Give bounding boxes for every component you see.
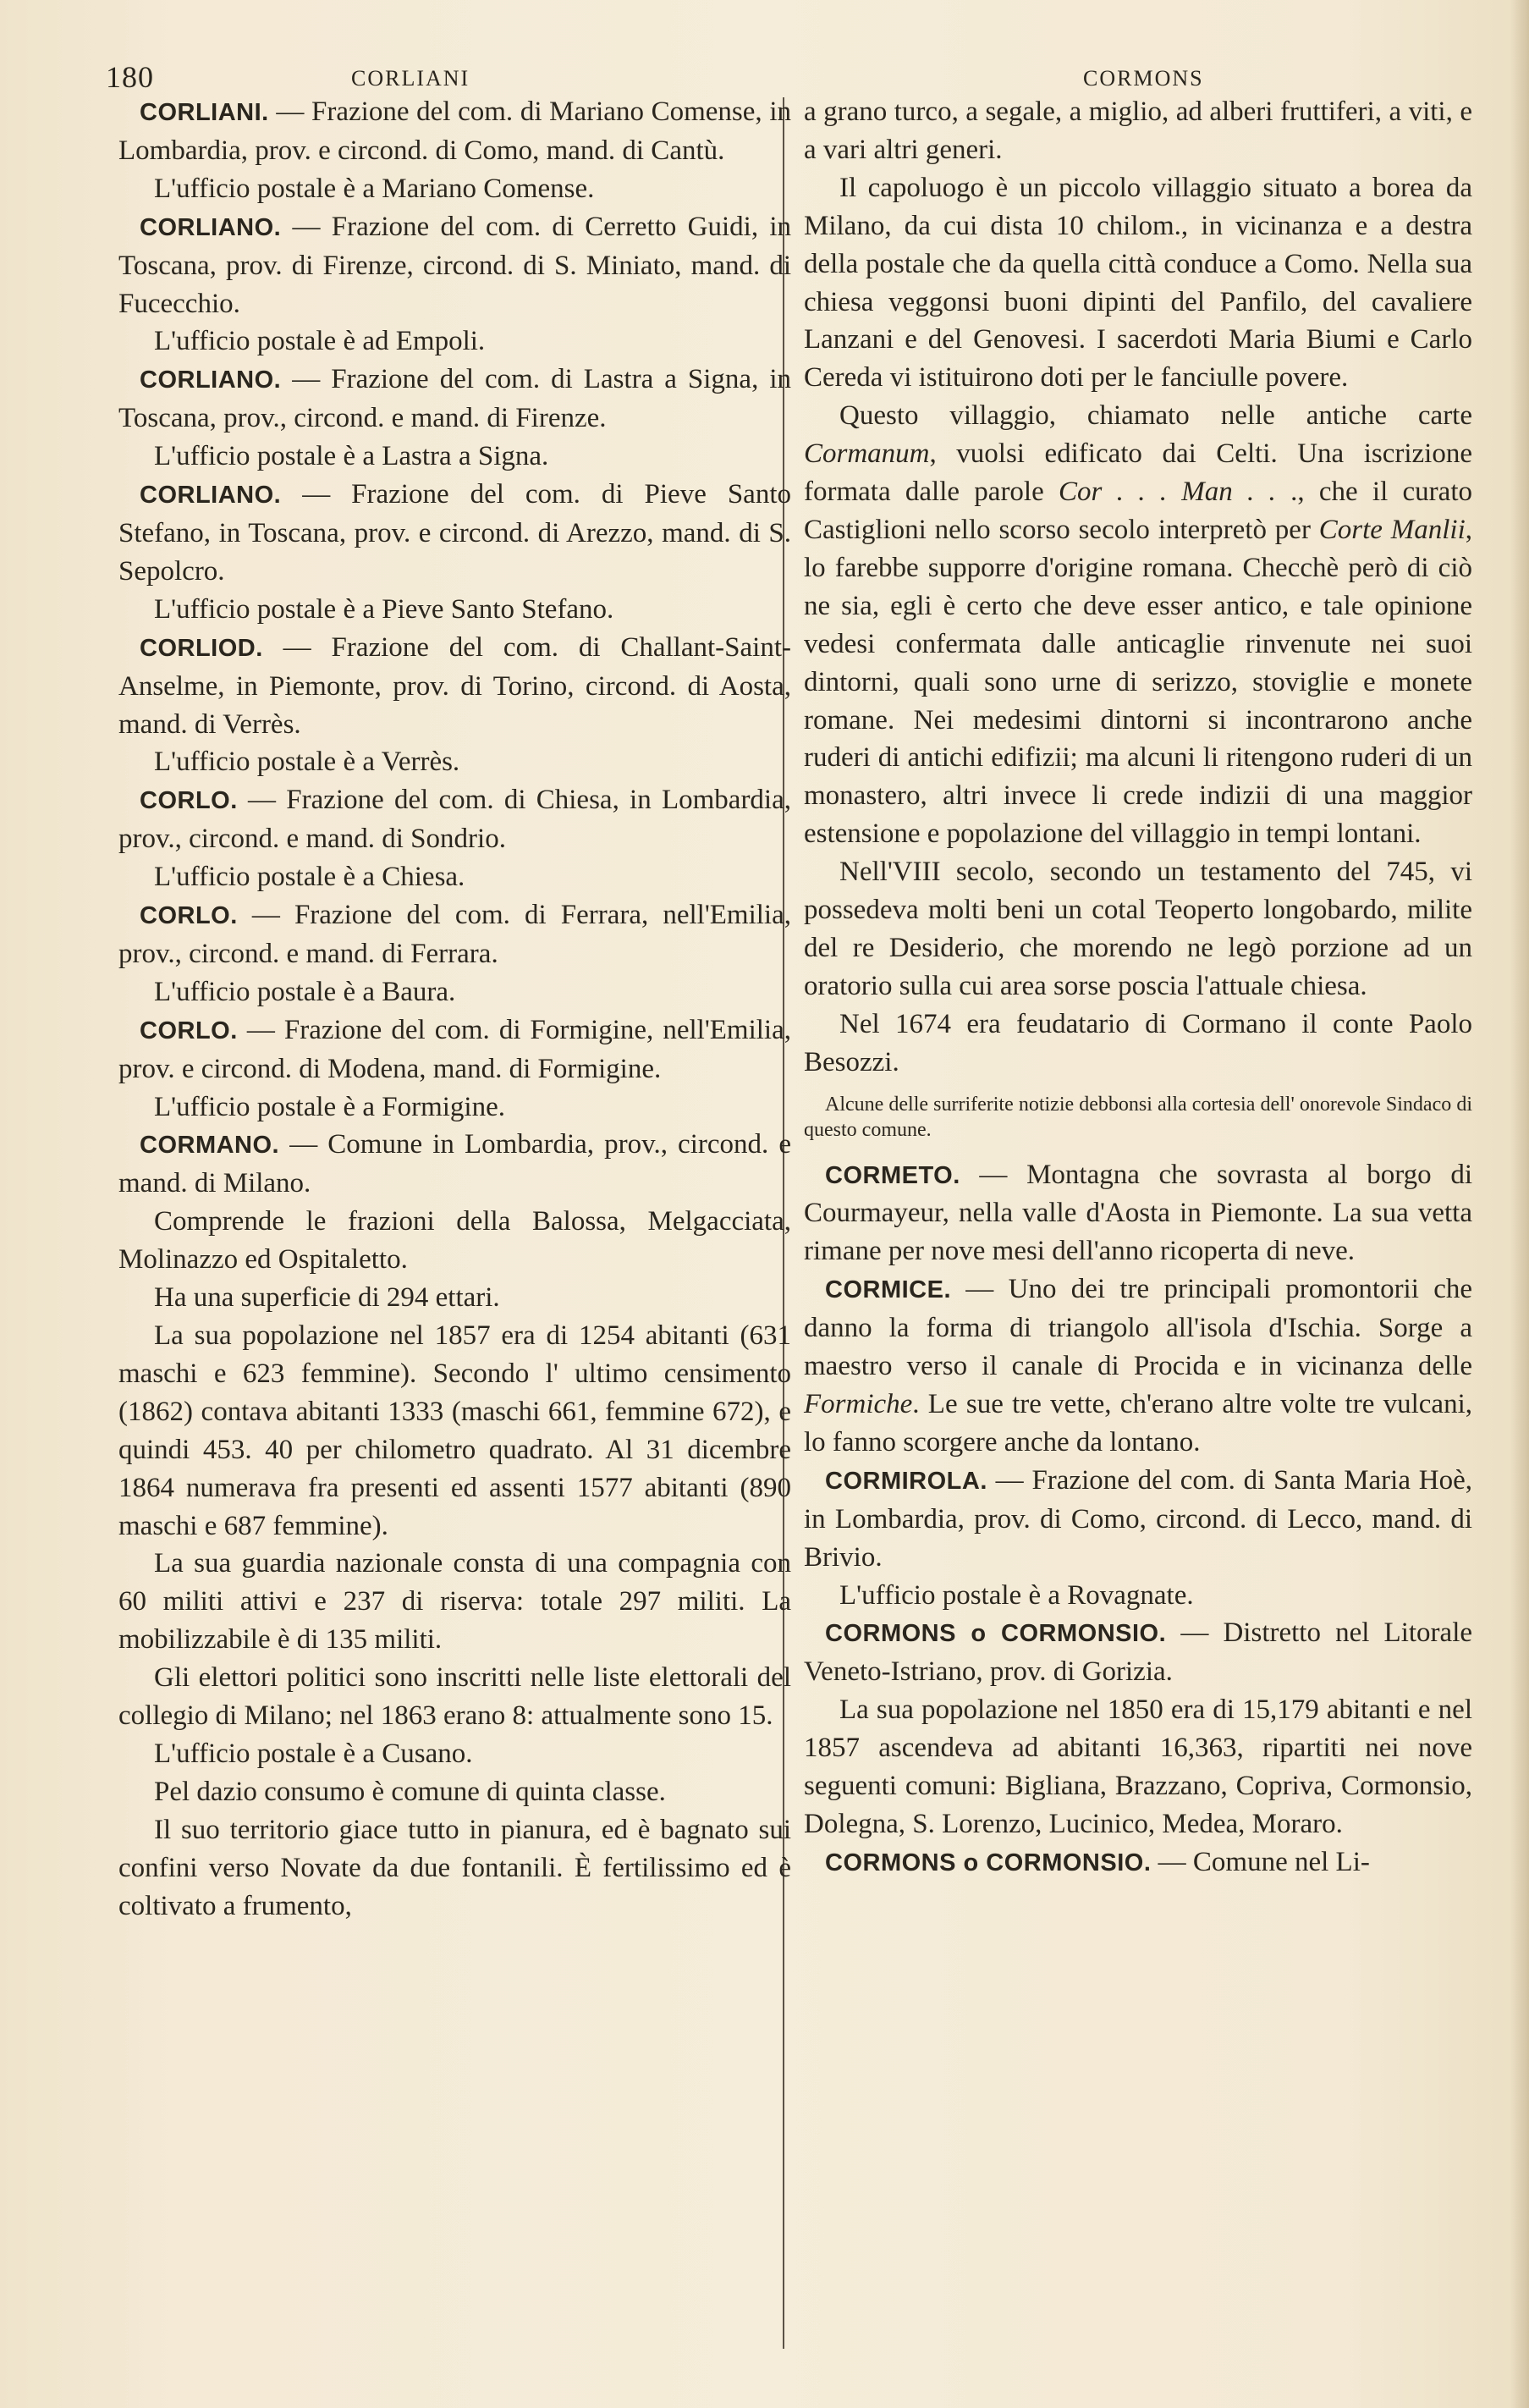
paragraph-feudatario: Nel 1674 era feudatario di Cormano il conte Paolo Besozzi. [804,1008,1472,1077]
italic-term: Cormanum [804,438,930,470]
paragraph-postal: L'ufficio postale è a Rovagnate. [839,1579,1194,1611]
paragraph-villaggio: Questo villaggio, chiamato nelle antiche carte Cormanum, vuolsi edificato dai Celti. Una iscrizione formata dalle parole Cor . . . Man . . ., che il curato Castiglioni nello scorso secolo interpretò per Corte Manlii, lo farebbe supporre d'origine romana. Checchè però di ciò ne sia, egli è certo che deve esser antico, e tale opinione vedesi confermata dalle anticaglie rinvenute nei suoi dintorni, quali sono urne di serizzo, stoviglie e monete romane. Nei medesimi dintorni si incontrarono anche ruderi di antichi edifizii; ma alcuni li ritengono ruderi di un monastero, altri invece li crede indizii di una maggior estensione e popolazione del villaggio in tempi lontani. [804,400,1472,850]
entry-paragraph: L'ufficio postale è a Baura. [154,976,456,1007]
entry-paragraph: La sua popolazione nel 1857 era di 1254 abitanti (631 maschi e 623 femmine). Secondo l' ultimo censimento (1862) contava abitanti 1333 (maschi 661, femmine 672), e quindi 453. 40 per chilometro quadrato. Al 31 dicembre 1864 numerava fra presenti ed assenti 1577 abitanti (890 maschi e 687 femmine). [118,1320,791,1541]
page-number: 180 [106,60,154,94]
entry-paragraph: L'ufficio postale è ad Empoli. [154,326,486,357]
paragraph-secolo: Nell'VIII secolo, secondo un testamento del 745, vi possedeva molti beni un cotal Teoperto longobardo, milite del re Desiderio, che morendo ne legò porzione ad un oratorio sulla cui area sorse poscia l'attuale chiesa. [804,857,1472,1001]
entry-headword: CORLO. [140,902,238,930]
entry-headword: CORLO. [140,1017,238,1044]
dictionary-entry: CORLIANI. — Frazione del com. di Mariano Comense, in Lombardia, prov. e circond. di Como, mand. di Cantù. [118,96,791,166]
left-running-head: CORLIANI [351,66,470,91]
dictionary-entry: CORLO. — Frazione del com. di Formigine, nell'Emilia, prov. e circond. di Modena, mand. di Formigine. [118,1014,791,1084]
entry-paragraph: L'ufficio postale è a Pieve Santo Stefano. [154,593,614,625]
paragraph-popolazione: La sua popolazione nel 1850 era di 15,179 abitanti e nel 1857 ascendeva ad abitanti 16,363, ripartiti nei nove seguenti comuni: Bigliana, Brazzano, Copriva, Cormonsio, Dolegna, S. Lorenzo, Lucinico, Medea, Moraro. [804,1694,1472,1839]
entry-cormons-distretto: CORMONS o CORMONSIO. — Distretto nel Litorale Veneto-Istriano, prov. di Gorizia. [804,1617,1473,1688]
left-column [118,93,791,1926]
entry-paragraph: Pel dazio consumo è comune di quinta classe. [154,1776,666,1807]
entry-headword: CORLIANO. [140,366,282,394]
entry-headword: CORLIANO. [140,482,282,510]
entry-paragraph: La sua guardia nazionale consta di una compagnia con 60 militi attivi e 237 di riserva: totale 297 militi. La mobilizzabile è di 135 militi. [118,1548,791,1656]
italic-term: Cor . . . Man . . [1059,477,1276,508]
entry-headword: CORMICE. [825,1276,951,1304]
entry-headword: CORMIROLA. [825,1467,987,1495]
paragraph-capoluogo: Il capoluogo è un piccolo villaggio situato a borea da Milano, da cui dista 10 chilom., in vicinanza e a destra della postale che da quella città conduce a Como. Nella sua chiesa veggonsi buoni dipinti del Panfilo, del cavaliere Lanzani e del Genovesi. I sacerdoti Maria Biumi e Carlo Cereda vi istituirono doti per le fanciulle povere. [804,172,1472,394]
entry-headword: CORMONS o CORMONSIO. [825,1620,1167,1648]
entry-headword: CORLIANI. [140,99,269,126]
entry-paragraph: L'ufficio postale è a Lastra a Signa. [154,441,549,472]
entry-paragraph: Gli elettori politici sono inscritti nelle liste elettorali del collegio di Milano; nel 1863 erano 8: attualmente sono 15. [118,1662,791,1732]
entry-headword: CORLIOD. [140,634,263,662]
entry-paragraph: L'ufficio postale è a Chiesa. [154,862,465,893]
dictionary-entry: CORLIANO. — Frazione del com. di Pieve Santo Stefano, in Toscana, prov. e circond. di Arezzo, mand. di S. Sepolcro. [118,479,791,587]
entry-headword: CORLO. [140,787,238,815]
entry-paragraph: L'ufficio postale è a Mariano Comense. [154,173,595,204]
dictionary-entry: CORLIOD. — Frazione del com. di Challant-Saint-Anselme, in Piemonte, prov. di Torino, circond. di Aosta, mand. di Verrès. [118,631,791,740]
entry-paragraph: L'ufficio postale è a Cusano. [154,1738,473,1769]
entry-headword: CORMANO. [140,1132,280,1160]
entry-cormirola: CORMIROLA. — Frazione del com. di Santa Maria Hoè, in Lombardia, prov. di Como, circond. di Lecco, mand. di Brivio. [804,1464,1472,1573]
footnote: Alcune delle surriferite notizie debbonsi alla cortesia dell' onorevole Sindaco di questo comune. [804,1093,1472,1141]
entry-paragraph: Il suo territorio giace tutto in pianura, ed è bagnato sui confini verso Novate da due fontanili. È fertilissimo ed è coltivato a frumento, [118,1814,791,1921]
right-column [804,93,1472,1882]
dictionary-entry: CORLO. — Frazione del com. di Chiesa, in Lombardia, prov., circond. e mand. di Sondrio. [118,785,791,855]
entry-headword: CORLIANO. [140,213,282,241]
right-running-head: CORMONS [1083,66,1204,91]
italic-term: Corte Manlii [1318,514,1466,545]
italic-term: Formiche [804,1389,913,1419]
entry-cormons-comune: CORMONS o CORMONSIO. — Comune nel Li- [825,1846,1370,1877]
dictionary-entry: CORMANO. — Comune in Lombardia, prov., circond. e mand. di Milano. [118,1129,791,1199]
entry-paragraph: L'ufficio postale è a Formigine. [154,1091,505,1122]
entry-headword: CORMONS o CORMONSIO. [825,1849,1152,1876]
continuation-text: a grano turco, a segale, a miglio, ad alberi fruttiferi, a viti, e a vari altri generi. [804,96,1472,165]
entry-headword: CORMETO. [825,1161,960,1189]
dictionary-entry: CORLO. — Frazione del com. di Ferrara, nell'Emilia, prov., circond. e mand. di Ferrara. [118,900,791,969]
entry-paragraph: Ha una superficie di 294 ettari. [154,1282,500,1314]
entry-cormeto: CORMETO. — Montagna che sovrasta al borgo di Courmayeur, nella valle d'Aosta in Piemonte. La sua vetta rimane per nove mesi dell'anno ricoperta di neve. [804,1159,1472,1267]
entry-paragraph: L'ufficio postale è a Verrès. [154,747,460,778]
page-edge-shadow [1510,0,1529,2408]
dictionary-entry: CORLIANO. — Frazione del com. di Cerretto Guidi, in Toscana, prov. di Firenze, circond. di S. Miniato, mand. di Fucecchio. [118,211,791,319]
dictionary-entry: CORLIANO. — Frazione del com. di Lastra a Signa, in Toscana, prov., circond. e mand. di Firenze. [118,364,791,434]
entry-paragraph: Comprende le frazioni della Balossa, Melgacciata, Molinazzo ed Ospitaletto. [118,1206,791,1276]
entry-cormice: CORMICE. — Uno dei tre principali promontorii che danno la forma di triangolo all'isola d'Ischia. Sorge a maestro verso il canale di Procida e in vicinanza delle Formiche. Le sue tre vette, ch'erano altre volte tre vulcani, lo fanno scorgere anche da lontano. [804,1274,1472,1457]
